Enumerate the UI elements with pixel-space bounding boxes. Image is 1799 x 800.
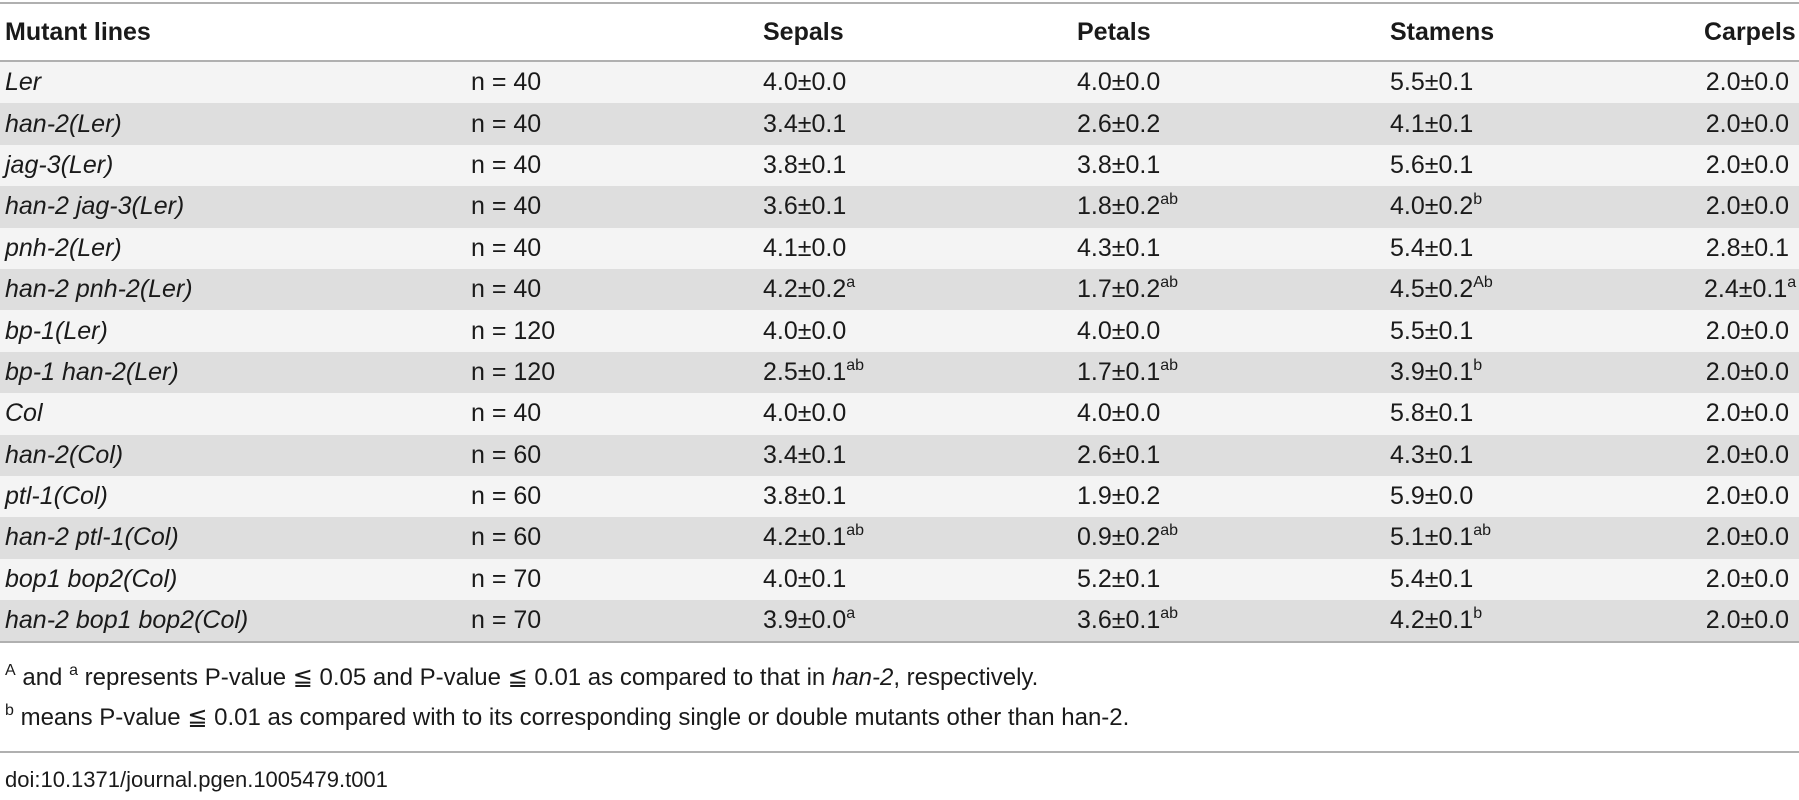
stamens-value: 5.1±0.1 xyxy=(1390,523,1474,552)
footnote-text: , respectively. xyxy=(893,664,1039,692)
sepals-value: 3.4±0.1 xyxy=(763,109,847,138)
mutant-line-cell: Col xyxy=(5,399,43,428)
carpels-cell xyxy=(1704,476,1799,517)
header-carpels: Carpels xyxy=(1704,17,1796,46)
header-stamens: Stamens xyxy=(1390,17,1495,46)
table-row xyxy=(0,269,1799,310)
petals-significance: ab xyxy=(1160,356,1179,374)
header-mutant-lines: Mutant lines xyxy=(5,17,151,46)
sepals-cell xyxy=(763,310,1077,351)
petals-cell xyxy=(1077,600,1390,642)
petals-cell xyxy=(1077,435,1390,476)
footnote-marker-A: A xyxy=(5,662,16,680)
stamens-cell xyxy=(1390,103,1704,144)
petals-cell xyxy=(1077,269,1390,310)
stamens-value: 5.5±0.1 xyxy=(1390,68,1474,97)
table-row xyxy=(0,600,1799,642)
stamens-cell xyxy=(1390,517,1704,558)
sample-size-cell: n = 40 xyxy=(471,192,542,221)
stamens-cell xyxy=(1390,476,1704,517)
sepals-cell xyxy=(763,559,1077,600)
carpels-cell xyxy=(1704,393,1799,434)
carpels-cell xyxy=(1704,269,1799,310)
sepals-cell xyxy=(763,393,1077,434)
mutant-line-cell: han-2 pnh-2(Ler) xyxy=(5,275,193,304)
sample-size-cell: n = 60 xyxy=(471,440,542,469)
petals-cell xyxy=(1077,517,1390,558)
carpels-value: 2.0±0.0 xyxy=(1705,68,1789,97)
sepals-cell xyxy=(763,145,1077,186)
sepals-value: 4.0±0.0 xyxy=(763,68,847,97)
petals-cell xyxy=(1077,228,1390,269)
mutant-line-cell: ptl-1(Col) xyxy=(5,482,108,511)
stamens-value: 5.9±0.0 xyxy=(1390,482,1474,511)
stamens-value: 4.0±0.2 xyxy=(1390,192,1474,221)
mutant-line-cell: han-2(Ler) xyxy=(5,109,122,138)
petals-value: 3.6±0.1 xyxy=(1077,606,1161,635)
sepals-value: 3.4±0.1 xyxy=(763,440,847,469)
sepals-value: 4.2±0.2 xyxy=(763,275,847,304)
sepals-cell xyxy=(763,517,1077,558)
stamens-cell xyxy=(1390,228,1704,269)
sepals-value: 4.2±0.1 xyxy=(763,523,847,552)
stamens-cell xyxy=(1390,269,1704,310)
mutant-line-cell: jag-3(Ler) xyxy=(5,150,114,179)
sepals-cell xyxy=(763,269,1077,310)
sepals-significance: a xyxy=(846,605,856,623)
stamens-cell xyxy=(1390,600,1704,642)
mutant-line-cell: han-2 jag-3(Ler) xyxy=(5,192,185,221)
petals-value: 4.0±0.0 xyxy=(1077,68,1161,97)
stamens-cell xyxy=(1390,186,1704,227)
table-row xyxy=(0,559,1799,600)
sepals-cell xyxy=(763,435,1077,476)
sepals-cell xyxy=(763,186,1077,227)
table-row xyxy=(0,517,1799,558)
stamens-significance: b xyxy=(1473,356,1483,374)
mutant-line-cell: bp-1(Ler) xyxy=(5,316,108,345)
header-petals: Petals xyxy=(1077,17,1151,46)
carpels-value: 2.0±0.0 xyxy=(1705,316,1789,345)
footnote-significance-han2 xyxy=(5,658,1799,698)
stamens-value: 5.5±0.1 xyxy=(1390,316,1474,345)
sample-size-cell: n = 120 xyxy=(471,316,556,345)
header-sepals: Sepals xyxy=(763,17,844,46)
stamens-significance: ab xyxy=(1473,522,1492,540)
petals-cell xyxy=(1077,61,1390,103)
mutant-line-cell: han-2(Col) xyxy=(5,440,124,469)
sample-size-cell: n = 40 xyxy=(471,150,542,179)
stamens-cell xyxy=(1390,145,1704,186)
sepals-cell xyxy=(763,61,1077,103)
table-row xyxy=(0,145,1799,186)
stamens-value: 4.3±0.1 xyxy=(1390,440,1474,469)
petals-cell xyxy=(1077,145,1390,186)
carpels-cell xyxy=(1704,186,1799,227)
table-row xyxy=(0,103,1799,144)
sample-size-cell: n = 120 xyxy=(471,357,556,386)
sample-size-cell: n = 70 xyxy=(471,606,542,635)
stamens-cell xyxy=(1390,61,1704,103)
carpels-value: 2.0±0.0 xyxy=(1705,399,1789,428)
petals-cell xyxy=(1077,103,1390,144)
petals-significance: ab xyxy=(1160,522,1179,540)
carpels-value: 2.0±0.0 xyxy=(1705,150,1789,179)
mutant-line-cell: han-2 ptl-1(Col) xyxy=(5,523,179,552)
petals-significance: ab xyxy=(1160,191,1179,209)
footnote-text: and xyxy=(15,664,70,692)
sepals-value: 3.9±0.0 xyxy=(763,606,847,635)
footnote-text: means P-value ≦ 0.01 as compared with to its corresponding single or double mutants other than han-2. xyxy=(13,704,1130,732)
petals-value: 1.7±0.1 xyxy=(1077,357,1161,386)
carpels-value: 2.0±0.0 xyxy=(1705,192,1789,221)
footer-rule xyxy=(0,751,1799,753)
petals-cell xyxy=(1077,310,1390,351)
sample-size-cell: n = 40 xyxy=(471,68,542,97)
carpels-significance: a xyxy=(1787,274,1797,292)
table-row xyxy=(0,61,1799,103)
carpels-value: 2.0±0.0 xyxy=(1705,523,1789,552)
sepals-significance: ab xyxy=(846,522,865,540)
footnote-significance-other xyxy=(5,698,1799,738)
sepals-cell xyxy=(763,352,1077,393)
petals-value: 4.3±0.1 xyxy=(1077,233,1161,262)
table-row xyxy=(0,476,1799,517)
doi-link[interactable]: doi:10.1371/journal.pgen.1005479.t001 xyxy=(5,767,388,793)
mutant-line-cell: bop1 bop2(Col) xyxy=(5,564,178,593)
carpels-cell xyxy=(1704,228,1799,269)
carpels-cell xyxy=(1704,559,1799,600)
petals-cell xyxy=(1077,476,1390,517)
petals-value: 4.0±0.0 xyxy=(1077,316,1161,345)
sepals-value: 4.0±0.1 xyxy=(763,564,847,593)
sepals-value: 2.5±0.1 xyxy=(763,357,847,386)
table-row xyxy=(0,352,1799,393)
petals-cell xyxy=(1077,559,1390,600)
stamens-value: 5.4±0.1 xyxy=(1390,564,1474,593)
carpels-value: 2.8±0.1 xyxy=(1705,233,1789,262)
carpels-cell xyxy=(1704,103,1799,144)
carpels-value: 2.0±0.0 xyxy=(1705,482,1789,511)
petals-significance: ab xyxy=(1160,605,1179,623)
sepals-value: 3.8±0.1 xyxy=(763,482,847,511)
mutant-line-cell: Ler xyxy=(5,68,42,97)
sepals-value: 3.8±0.1 xyxy=(763,150,847,179)
petals-value: 1.8±0.2 xyxy=(1077,192,1161,221)
stamens-value: 5.4±0.1 xyxy=(1390,233,1474,262)
sepals-value: 4.0±0.0 xyxy=(763,399,847,428)
petals-value: 4.0±0.0 xyxy=(1077,399,1161,428)
header-n xyxy=(471,4,763,61)
sepals-significance: ab xyxy=(846,356,865,374)
sample-size-cell: n = 40 xyxy=(471,109,542,138)
petals-significance: ab xyxy=(1160,274,1179,292)
stamens-significance: b xyxy=(1473,605,1483,623)
stamens-value: 3.9±0.1 xyxy=(1390,357,1474,386)
carpels-cell xyxy=(1704,352,1799,393)
footnote-text: represents P-value ≦ 0.05 and P-value ≦ 0.01 as compared to that in xyxy=(77,664,832,692)
table-row xyxy=(0,393,1799,434)
table-row xyxy=(0,186,1799,227)
sepals-cell xyxy=(763,476,1077,517)
sepals-cell xyxy=(763,600,1077,642)
petals-value: 0.9±0.2 xyxy=(1077,523,1161,552)
petals-cell xyxy=(1077,186,1390,227)
carpels-value: 2.0±0.0 xyxy=(1705,564,1789,593)
stamens-cell xyxy=(1390,393,1704,434)
carpels-value: 2.4±0.1 xyxy=(1704,275,1788,304)
footnote-gene-name: han-2 xyxy=(831,664,894,692)
stamens-value: 5.8±0.1 xyxy=(1390,399,1474,428)
sepals-cell xyxy=(763,103,1077,144)
petals-cell xyxy=(1077,393,1390,434)
footnote-marker-b: b xyxy=(5,702,14,720)
carpels-value: 2.0±0.0 xyxy=(1705,606,1789,635)
sample-size-cell: n = 40 xyxy=(471,275,542,304)
carpels-cell xyxy=(1704,61,1799,103)
stamens-significance: Ab xyxy=(1473,274,1493,292)
carpels-cell xyxy=(1704,517,1799,558)
sample-size-cell: n = 60 xyxy=(471,523,542,552)
petals-value: 1.7±0.2 xyxy=(1077,275,1161,304)
petals-cell xyxy=(1077,352,1390,393)
stamens-cell xyxy=(1390,352,1704,393)
stamens-value: 4.2±0.1 xyxy=(1390,606,1474,635)
stamens-cell xyxy=(1390,559,1704,600)
table-footnotes xyxy=(0,658,1799,738)
sepals-value: 4.0±0.0 xyxy=(763,316,847,345)
sepals-cell xyxy=(763,228,1077,269)
sample-size-cell: n = 40 xyxy=(471,233,542,262)
carpels-value: 2.0±0.0 xyxy=(1705,440,1789,469)
table-row xyxy=(0,310,1799,351)
footnote-marker-a: a xyxy=(69,662,78,680)
carpels-cell xyxy=(1704,310,1799,351)
stamens-cell xyxy=(1390,435,1704,476)
carpels-cell xyxy=(1704,600,1799,642)
stamens-value: 5.6±0.1 xyxy=(1390,150,1474,179)
table-header-row xyxy=(0,4,1799,61)
petals-value: 2.6±0.1 xyxy=(1077,440,1161,469)
carpels-value: 2.0±0.0 xyxy=(1705,357,1789,386)
petals-value: 3.8±0.1 xyxy=(1077,150,1161,179)
stamens-value: 4.1±0.1 xyxy=(1390,109,1474,138)
mutant-lines-table xyxy=(0,4,1799,643)
carpels-cell xyxy=(1704,435,1799,476)
stamens-value: 4.5±0.2 xyxy=(1390,275,1474,304)
stamens-cell xyxy=(1390,310,1704,351)
petals-value: 1.9±0.2 xyxy=(1077,482,1161,511)
mutant-line-cell: han-2 bop1 bop2(Col) xyxy=(5,606,249,635)
carpels-value: 2.0±0.0 xyxy=(1705,109,1789,138)
sepals-value: 4.1±0.0 xyxy=(763,233,847,262)
carpels-cell xyxy=(1704,145,1799,186)
sepals-value: 3.6±0.1 xyxy=(763,192,847,221)
petals-value: 2.6±0.2 xyxy=(1077,109,1161,138)
stamens-significance: b xyxy=(1473,191,1483,209)
sample-size-cell: n = 40 xyxy=(471,399,542,428)
petals-value: 5.2±0.1 xyxy=(1077,564,1161,593)
sample-size-cell: n = 70 xyxy=(471,564,542,593)
table-row xyxy=(0,228,1799,269)
mutant-line-cell: bp-1 han-2(Ler) xyxy=(5,357,179,386)
table-row xyxy=(0,435,1799,476)
sepals-significance: a xyxy=(846,274,856,292)
mutant-line-cell: pnh-2(Ler) xyxy=(5,233,122,262)
sample-size-cell: n = 60 xyxy=(471,482,542,511)
